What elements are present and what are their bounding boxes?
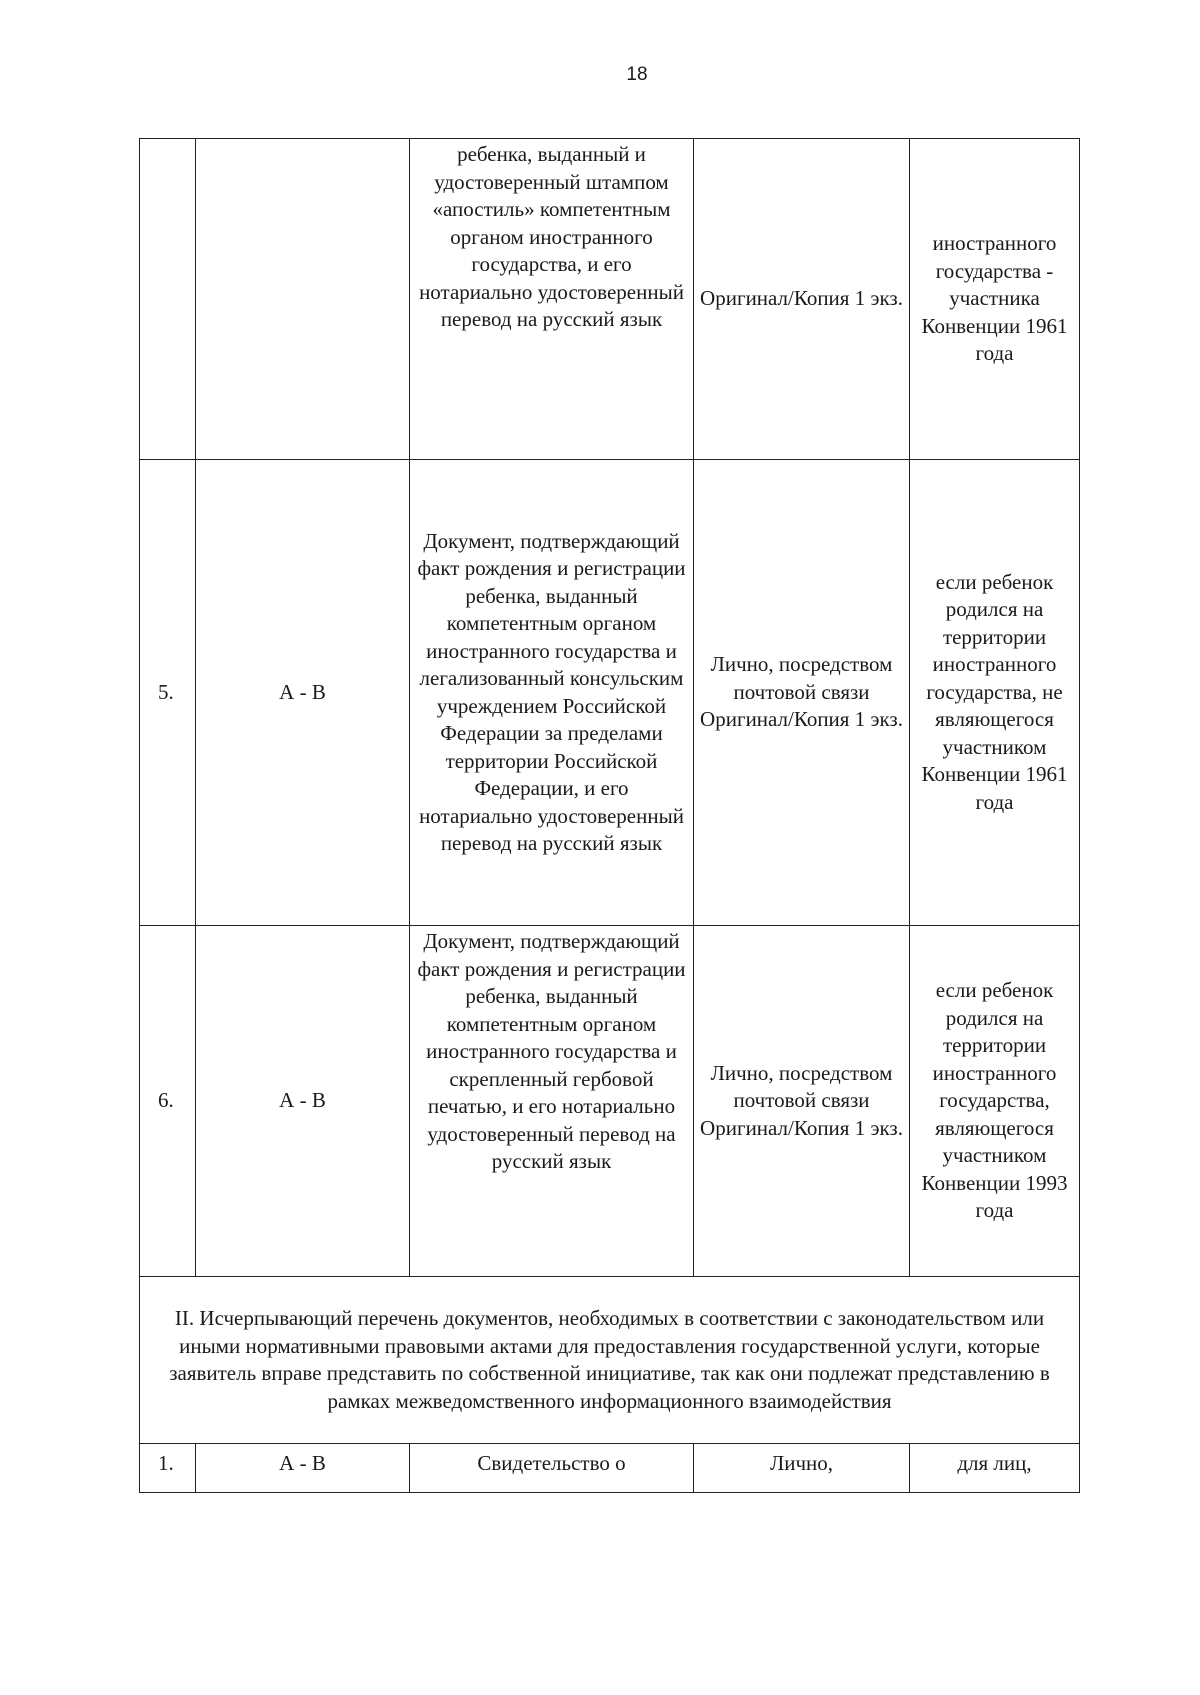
row-number: 5. xyxy=(140,460,196,926)
submission-form: Оригинал/Копия 1 экз. xyxy=(694,139,910,460)
document-description: Свидетельство о xyxy=(410,1444,694,1493)
condition-note: если ребенок родился на территории иностранного государства, не являющегося участником Конвенции 1961 года xyxy=(910,460,1080,926)
condition-note: иностранного государства - участника Конвенции 1961 года xyxy=(910,139,1080,460)
documents-table xyxy=(139,138,1080,1493)
row-number: 1. xyxy=(140,1444,196,1493)
row-number: 6. xyxy=(140,926,196,1277)
page-number: 18 xyxy=(626,64,648,85)
applicant-category: А - В xyxy=(196,1444,410,1493)
document-description: ребенка, выданный и удостоверенный штампом «апостиль» компетентным органом иностранного государства, и его нотариально удостоверенный перевод на русский язык xyxy=(410,139,694,460)
applicant-category: А - В xyxy=(196,926,410,1277)
table-row xyxy=(140,926,1080,1277)
section-heading: II. Исчерпывающий перечень документов, необходимых в соответствии с законодательством или иными нормативными правовыми актами для предоставления государственной услуги, которые заявитель вправе представить по собственной инициативе, так как они подлежат представлению в рамках межведомственного информационного взаимодействия xyxy=(140,1277,1080,1444)
table-row xyxy=(140,460,1080,926)
condition-note: для лиц, xyxy=(910,1444,1080,1493)
submission-form: Лично, посредством почтовой связи Оригинал/Копия 1 экз. xyxy=(694,460,910,926)
applicant-category: А - В xyxy=(196,460,410,926)
applicant-category xyxy=(196,139,410,460)
submission-form: Лично, посредством почтовой связи Оригинал/Копия 1 экз. xyxy=(694,926,910,1277)
submission-form: Лично, xyxy=(694,1444,910,1493)
condition-note: если ребенок родился на территории иностранного государства, являющегося участником Конвенции 1993 года xyxy=(910,926,1080,1277)
section-heading-row xyxy=(140,1277,1080,1444)
row-number xyxy=(140,139,196,460)
table-row xyxy=(140,1444,1080,1493)
document-description: Документ, подтверждающий факт рождения и регистрации ребенка, выданный компетентным органом иностранного государства и скрепленный гербовой печатью, и его нотариально удостоверенный перевод на русский язык xyxy=(410,926,694,1277)
document-description: Документ, подтверждающий факт рождения и регистрации ребенка, выданный компетентным органом иностранного государства и легализованный консульским учреждением Российской Федерации за пределами территории Российской Федерации, и его нотариально удостоверенный перевод на русский язык xyxy=(410,460,694,926)
table-row xyxy=(140,139,1080,460)
